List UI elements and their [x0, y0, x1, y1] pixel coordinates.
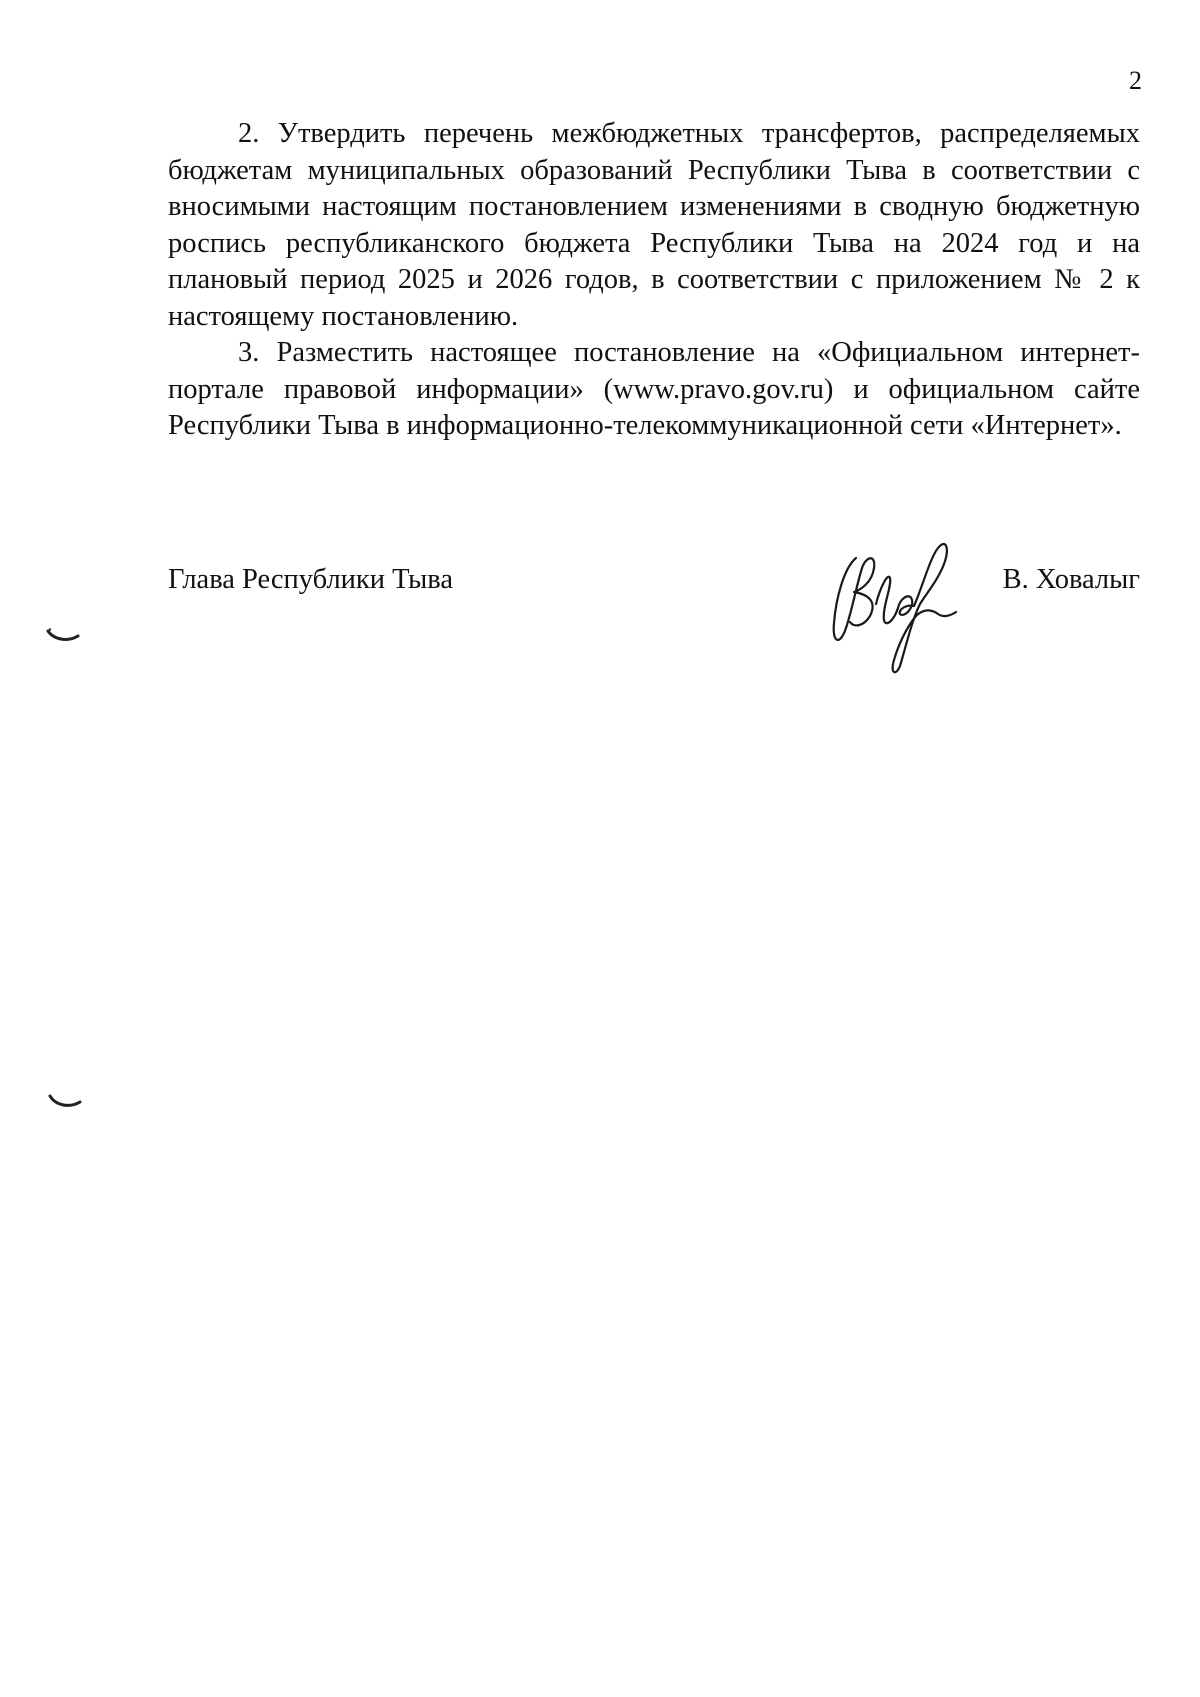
signature-block	[168, 552, 1140, 595]
scan-artifact-icon	[46, 628, 80, 644]
page-number: 2	[1129, 66, 1142, 95]
paragraph-3: 3. Разместить настоящее постановление на «Официальном интернет-портале правовой информации» (www.pravo.gov.ru) и официальном сайте Республики Тыва в информационно-телекоммуникационной сети «Интернет».	[168, 337, 1140, 441]
paragraph-2: 2. Утвердить перечень межбюджетных трансфертов, распределяемых бюджетам муниципальных образований Республики Тыва в соответствии с вносимыми настоящим постановлением изменениями в сводную бюджетную роспись республиканского бюджета Республики Тыва на 2024 год и на плановый период 2025 и 2026 годов, в соответствии с приложением № 2 к настоящему постановлению.	[168, 118, 1140, 332]
signatory-position: Глава Республики Тыва	[168, 564, 454, 595]
handwritten-signature-icon	[826, 528, 966, 678]
scan-artifact-icon	[48, 1094, 82, 1110]
signatory-name: В. Ховалыг	[1002, 564, 1140, 595]
document-body	[168, 116, 1140, 445]
